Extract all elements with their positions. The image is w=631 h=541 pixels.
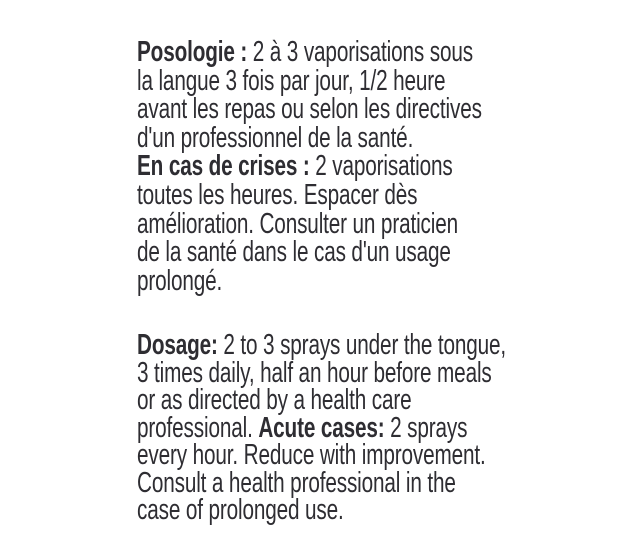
text-segment: prolongé.	[137, 264, 223, 297]
text-segment: 2 vaporisations	[315, 150, 453, 183]
posologie-french-paragraph	[137, 38, 631, 295]
text-line	[137, 207, 506, 240]
text-segment: or as directed by a health care	[137, 384, 412, 417]
text-segment: avant les repas ou selon les directives	[137, 93, 482, 126]
text-line	[137, 238, 506, 267]
bold-text-segment: Acute cases:	[258, 411, 391, 444]
text-line	[137, 121, 506, 154]
bold-text-segment: En cas de crises :	[137, 150, 316, 183]
text-segment: 2 sprays	[390, 411, 468, 444]
text-segment: de la santé dans le cas d'un usage	[137, 236, 451, 269]
text-line	[137, 38, 506, 67]
text-line	[137, 264, 506, 297]
text-segment: every hour. Reduce with improvement.	[137, 439, 486, 472]
text-line	[137, 329, 507, 362]
text-line	[137, 152, 506, 181]
text-segment: toutes les heures. Espacer dès	[137, 178, 418, 211]
text-line	[137, 356, 506, 389]
text-line	[137, 411, 506, 444]
text-segment: case of prolonged use.	[137, 494, 344, 527]
text-segment: 3 times daily, half an hour before meals	[137, 356, 492, 389]
text-line	[137, 178, 506, 211]
text-segment: amélioration. Consulter un praticien	[137, 207, 459, 240]
text-line	[137, 466, 506, 499]
label-text	[137, 38, 631, 525]
text-segment: 2 to 3 sprays under the tongue,	[223, 329, 507, 362]
text-segment: d'un professionnel de la santé.	[137, 121, 414, 154]
dosage-english-paragraph	[137, 329, 631, 527]
text-line	[137, 439, 506, 472]
text-line	[137, 64, 506, 97]
bold-text-segment: Dosage:	[137, 329, 224, 362]
text-line	[137, 95, 506, 124]
text-line	[137, 494, 506, 527]
text-segment: Consult a health professional in the	[137, 466, 456, 499]
text-segment: la langue 3 fois par jour, 1/2 heure	[137, 64, 446, 97]
text-line	[137, 384, 506, 417]
bold-text-segment: Posologie :	[137, 36, 253, 68]
text-segment: professional.	[137, 411, 259, 444]
text-segment: 2 à 3 vaporisations sous	[252, 36, 473, 68]
